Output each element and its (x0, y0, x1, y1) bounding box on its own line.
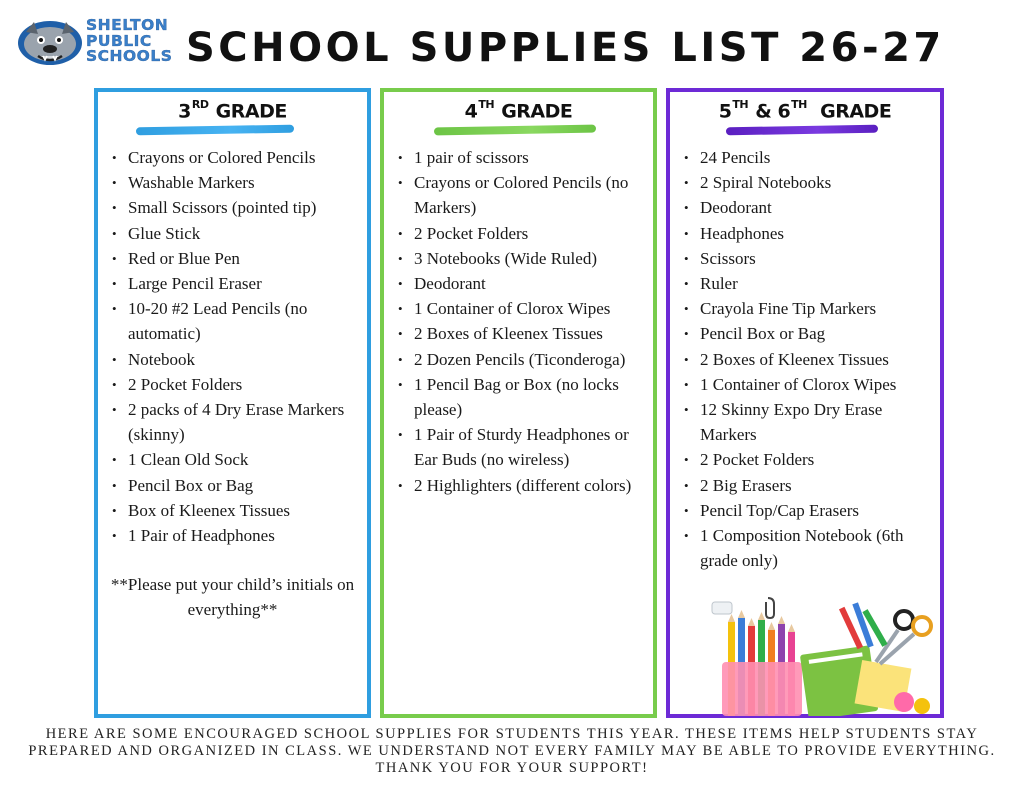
brush-underline (726, 125, 878, 136)
list-item: • 2 Highlighters (different colors) (394, 473, 649, 498)
list-item: • 1 Pencil Bag or Box (no locks please) (394, 372, 649, 422)
list-item: • 1 Clean Old Sock (108, 447, 363, 472)
list-item: • Crayons or Colored Pencils (108, 145, 363, 170)
list-item: • 10-20 #2 Lead Pencils (no automatic) (108, 296, 363, 346)
list-item: • 2 Dozen Pencils (Ticonderoga) (394, 347, 649, 372)
logo-line-1: SHELTON (86, 16, 169, 34)
list-item: • 1 Pair of Headphones (108, 523, 363, 548)
brush-underline (434, 125, 596, 136)
list-item: • 12 Skinny Expo Dry Erase Markers (680, 397, 936, 447)
page-title: SCHOOL SUPPLIES LIST 26-27 (186, 25, 945, 71)
list-item: • 2 Pocket Folders (108, 372, 363, 397)
brush-underline (136, 125, 294, 136)
list-item: • 2 Big Erasers (680, 473, 936, 498)
list-item: • 24 Pencils (680, 145, 936, 170)
list-item: • Glue Stick (108, 221, 363, 246)
column-heading: 3RD GRADE (178, 98, 287, 123)
list-item: • Pencil Box or Bag (680, 321, 936, 346)
list-item: • Deodorant (394, 271, 649, 296)
list-item: • 3 Notebooks (Wide Ruled) (394, 246, 649, 271)
list-item: • 2 Boxes of Kleenex Tissues (394, 321, 649, 346)
list-item: • Small Scissors (pointed tip) (108, 195, 363, 220)
list-item: • Crayons or Colored Pencils (no Markers) (394, 170, 649, 220)
bulldog-icon (16, 18, 84, 68)
list-item: • 2 Boxes of Kleenex Tissues (680, 347, 936, 372)
supply-list (680, 145, 936, 573)
list-item: • Red or Blue Pen (108, 246, 363, 271)
list-item: • 2 packs of 4 Dry Erase Markers (skinny) (108, 397, 363, 447)
list-item: • Scissors (680, 246, 936, 271)
list-item: • Headphones (680, 221, 936, 246)
supply-list (108, 145, 363, 548)
list-item: • 1 pair of scissors (394, 145, 649, 170)
list-item: • Washable Markers (108, 170, 363, 195)
column-heading: 5TH & 6TH GRADE (718, 98, 892, 123)
list-item: • Pencil Top/Cap Erasers (680, 498, 936, 523)
list-item: • Box of Kleenex Tissues (108, 498, 363, 523)
list-item: • 1 Container of Clorox Wipes (394, 296, 649, 321)
list-item: • Large Pencil Eraser (108, 271, 363, 296)
list-item: • 1 Composition Notebook (6th grade only) (680, 523, 936, 573)
list-item: • Pencil Box or Bag (108, 473, 363, 498)
column-5th-6th-grade (666, 88, 944, 718)
initials-note: **Please put your child’s initials on everything** (110, 575, 355, 620)
list-item: • Deodorant (680, 195, 936, 220)
list-item: • 2 Pocket Folders (680, 447, 936, 472)
list-item: • 1 Pair of Sturdy Headphones or Ear Buds (no wireless) (394, 422, 649, 472)
column-heading: 4TH GRADE (464, 98, 573, 123)
list-item: • 1 Container of Clorox Wipes (680, 372, 936, 397)
list-item: • 2 Spiral Notebooks (680, 170, 936, 195)
footer-message: HERE ARE SOME ENCOURAGED SCHOOL SUPPLIES FOR STUDENTS THIS YEAR. THESE ITEMS HELP STUDENTS STAY PREPARED AND ORGANIZED IN CLASS. WE UNDERSTAND NOT EVERY FAMILY MAY BE ABLE TO PROVIDE EVERYTHING. THANK YOU FOR YOUR SUPPORT! (28, 726, 996, 776)
supply-list (394, 145, 649, 498)
district-logo (16, 16, 176, 70)
list-item: • Notebook (108, 347, 363, 372)
logo-line-3: SCHOOLS (86, 47, 173, 65)
school-supplies-illustration (708, 592, 940, 716)
list-item: • Ruler (680, 271, 936, 296)
list-item: • 2 Pocket Folders (394, 221, 649, 246)
column-3rd-grade (94, 88, 371, 718)
logo-line-2: PUBLIC (86, 31, 152, 50)
column-4th-grade (380, 88, 657, 718)
list-item: • Crayola Fine Tip Markers (680, 296, 936, 321)
